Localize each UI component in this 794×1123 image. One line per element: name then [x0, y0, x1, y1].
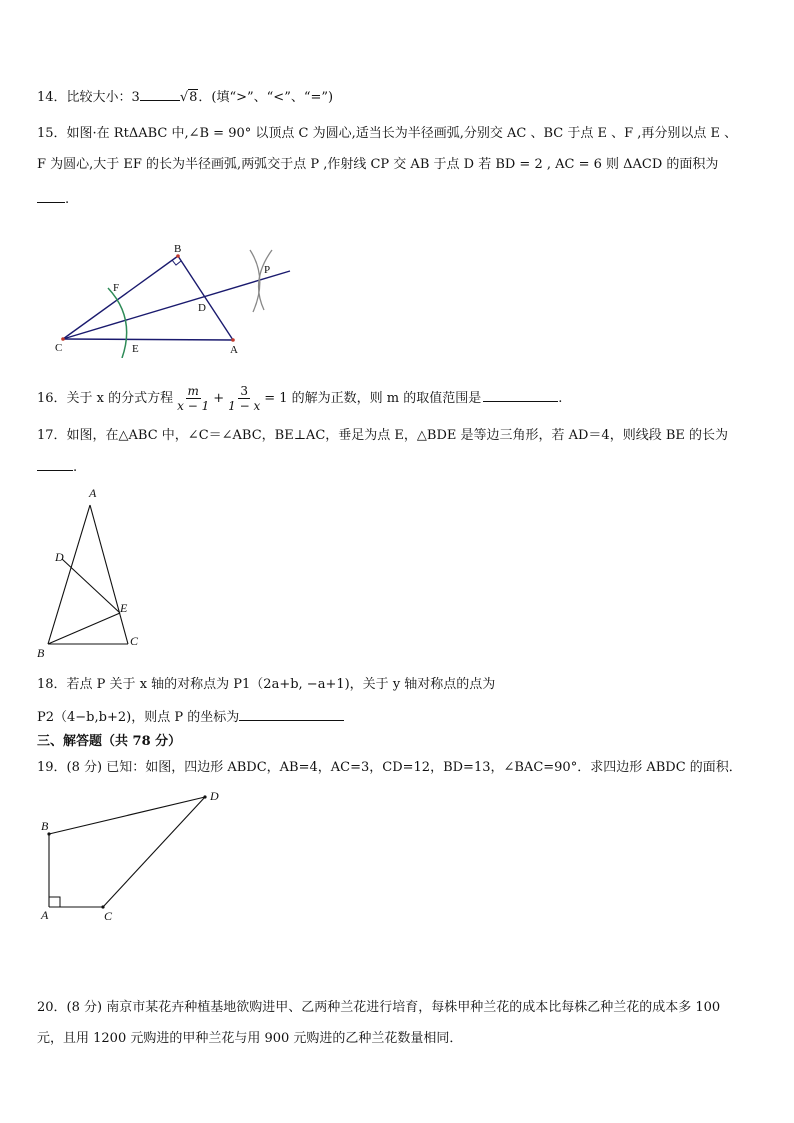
- label-b: B: [174, 243, 182, 255]
- label-c: C: [55, 342, 63, 354]
- label-c: C: [104, 909, 113, 923]
- segment-be: [48, 613, 120, 644]
- label-p: P: [264, 264, 271, 276]
- label-b: B: [37, 646, 45, 660]
- question-16: [37, 384, 562, 414]
- question-text: 若点 P 关于 x 轴的对称点为 P1（2a+b, −a+1)，关于 y 轴对称点的点为: [66, 677, 496, 692]
- sqrt-symbol: √: [179, 90, 189, 105]
- question-number: 14．: [37, 90, 67, 105]
- question-text: (8 分) 南京市某花卉种植基地欲购进甲、乙两种兰花进行培育，每株甲种兰花的成本比每株乙种兰花的成本多 100: [66, 1000, 721, 1015]
- figure-15: [50, 238, 300, 358]
- question-20-line1: [37, 1000, 720, 1016]
- sqrt-expression: [180, 90, 199, 106]
- figure-19: [34, 785, 234, 930]
- segment-cb: [63, 256, 178, 339]
- question-text: 如图，在△ABC 中，∠C＝∠ABC，BE⊥AC，垂足为点 E，△BDE 是等边三角形，若 AD＝4，则线段 BE 的长为: [66, 428, 729, 443]
- figure-17: [34, 484, 146, 662]
- point-a: [231, 338, 235, 342]
- question-text: F 为圆心,大于 EF 的长为半径画弧,两弧交于点 P ,作射线 CP 交 AB 于点 D 若 BD = 2 , AC = 6 则 ΔACD 的面积为: [37, 157, 719, 172]
- question-15-line2: [37, 157, 718, 173]
- period: .: [558, 391, 563, 406]
- question-text: 比较大小：3: [66, 90, 140, 105]
- question-17-line1: [37, 428, 728, 444]
- label-e: E: [132, 343, 139, 355]
- label-c: C: [130, 634, 139, 648]
- question-15-line3: [37, 190, 69, 208]
- question-text: 关于 x 的分式方程: [66, 391, 174, 406]
- question-text: 如图·在 RtΔABC 中,∠B = 90° 以顶点 C 为圆心,适当长为半径画弧,分别交 AC 、BC 于点 E 、F ,再分别以点 E 、: [66, 126, 738, 141]
- answer-blank: [140, 88, 180, 101]
- label-a: A: [89, 486, 97, 500]
- question-18-line1: [37, 677, 495, 693]
- period: .: [73, 460, 78, 475]
- segment-cd: [103, 797, 205, 907]
- question-17-line2: [37, 458, 77, 476]
- point-d: [203, 795, 206, 798]
- question-text: P2（4−b,b+2)，则点 P 的坐标为: [37, 710, 240, 725]
- question-number: 17．: [37, 428, 67, 443]
- label-b: B: [41, 819, 49, 833]
- question-text: (8 分) 已知：如图，四边形 ABDC，AB=4，AC=3，CD=12，BD=13，∠BAC=90°．求四边形 ABDC 的面积．: [66, 760, 742, 775]
- answer-blank: [239, 708, 344, 721]
- question-14: [37, 88, 333, 106]
- plus-sign: +: [213, 391, 225, 406]
- question-20-line2: [37, 1031, 462, 1047]
- question-18-line2: [37, 708, 344, 726]
- segment-ab: [48, 505, 90, 644]
- label-e: E: [120, 601, 128, 615]
- right-angle-mark: [49, 897, 60, 907]
- question-number: 16．: [37, 391, 67, 406]
- question-text: 元，且用 1200 元购进的甲种兰花与用 900 元购进的乙种兰花数量相同．: [37, 1031, 463, 1046]
- segment-ca: [63, 339, 233, 340]
- label-d: D: [55, 550, 64, 564]
- question-text: ．(填“>”、“<”、“=”): [198, 90, 334, 105]
- label-d: D: [210, 789, 219, 803]
- answer-blank: [37, 458, 73, 471]
- period: .: [65, 192, 70, 207]
- fraction-3-over-1-minus-x: $\frac{3}{1 - x}$: [228, 384, 261, 413]
- label-a: A: [230, 344, 238, 356]
- label-a: A: [41, 908, 49, 922]
- segment-de: [62, 559, 120, 613]
- right-angle-mark: [172, 260, 181, 265]
- answer-blank: [483, 389, 558, 402]
- section-heading: 三、解答题（共 78 分）: [37, 734, 182, 749]
- question-number: 19．: [37, 760, 67, 775]
- question-number: 18．: [37, 677, 67, 692]
- segment-ba: [178, 256, 233, 340]
- question-text: = 1 的解为正数，则 m 的取值范围是: [264, 391, 482, 406]
- fraction-m-over-x-minus-1: $\frac{m}{x - 1}$: [177, 384, 210, 413]
- segment-bd: [49, 797, 205, 834]
- label-f: F: [113, 282, 120, 294]
- question-number: 20．: [37, 1000, 67, 1015]
- question-15-line1: [37, 126, 737, 142]
- answer-blank: [37, 190, 65, 203]
- question-number: 15．: [37, 126, 67, 141]
- point-c: [61, 337, 65, 341]
- label-d: D: [198, 302, 206, 314]
- radicand: 8: [189, 90, 198, 105]
- question-19: [37, 760, 742, 776]
